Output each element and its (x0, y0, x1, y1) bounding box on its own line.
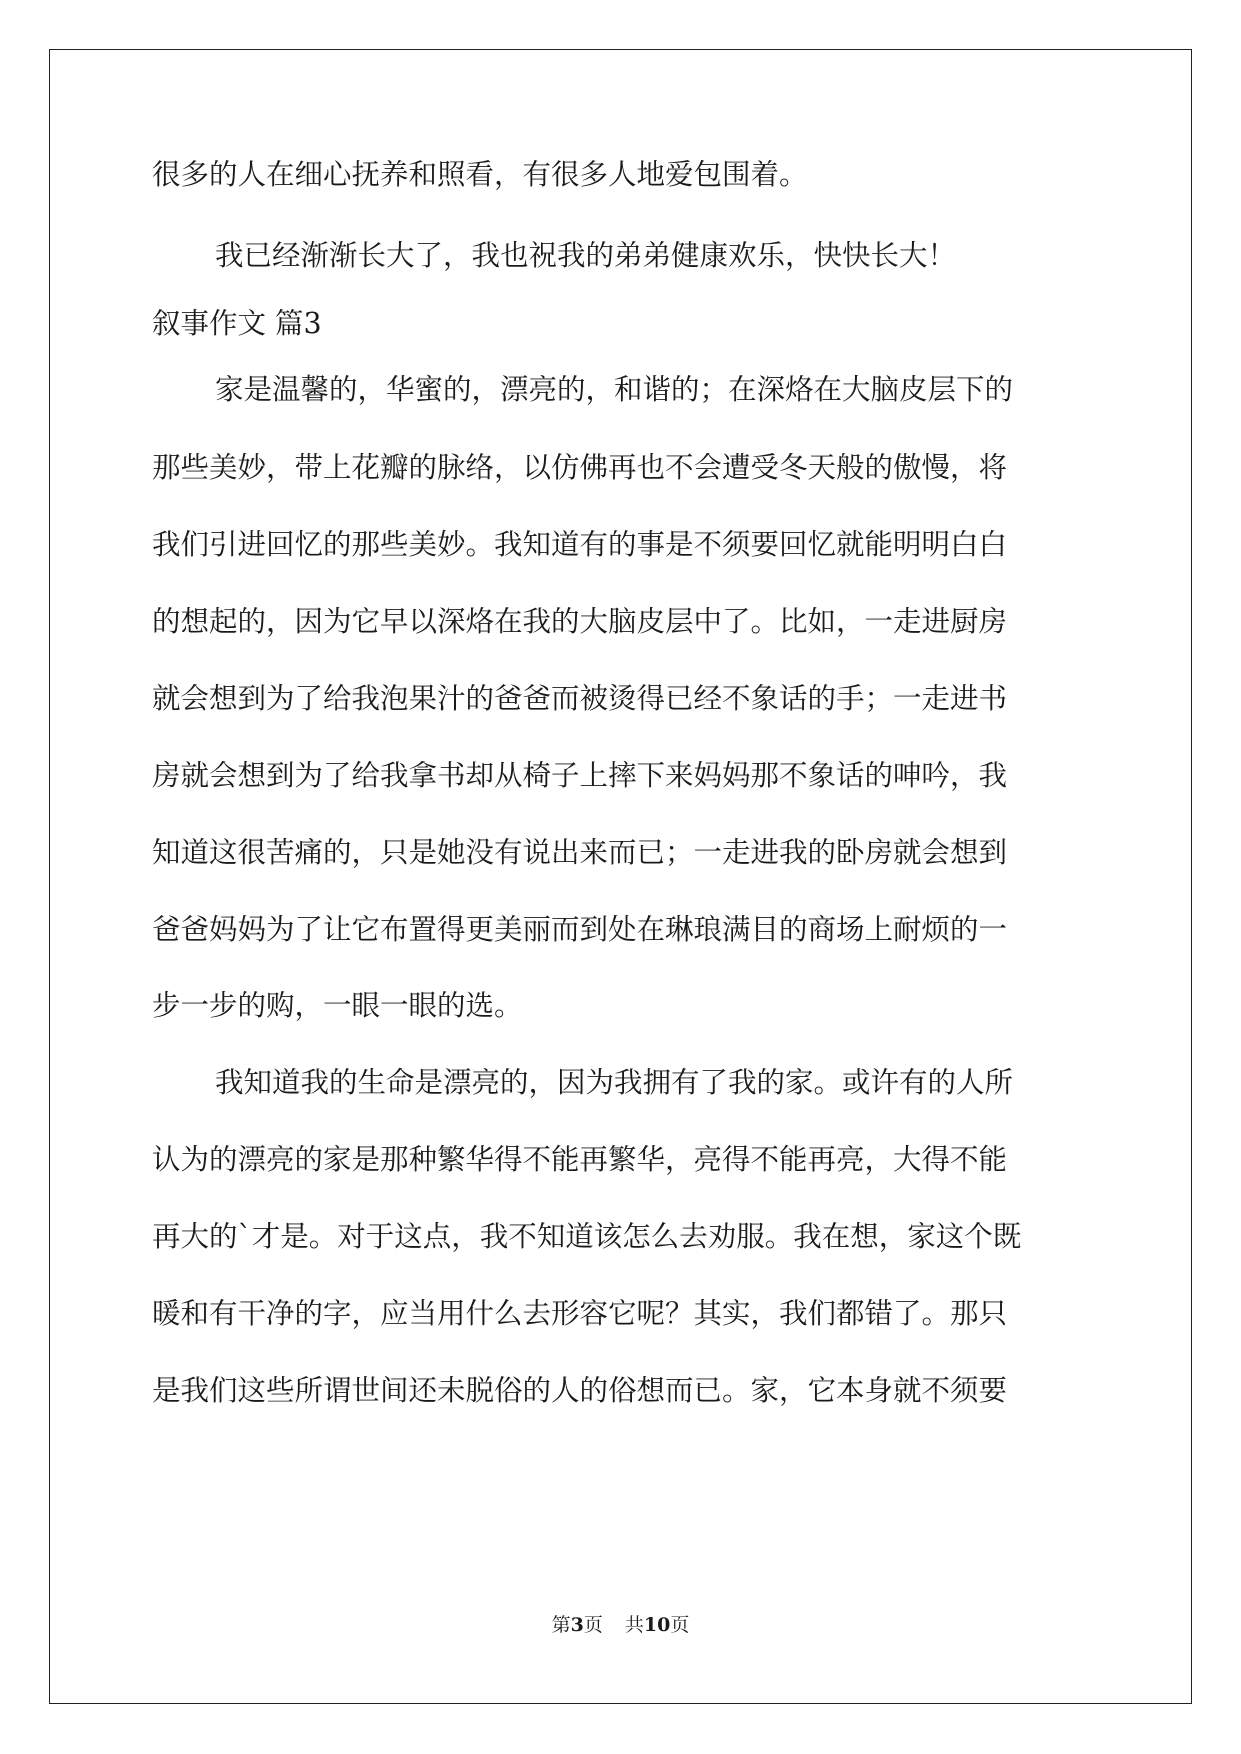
text-line: 步一步的购，一眼一眼的选。 (152, 989, 523, 1022)
page-footer (0, 1612, 1241, 1638)
text-line: 我知道我的生命是漂亮的，因为我拥有了我的家。或许有的人所 (215, 1066, 1014, 1099)
text-line: 暖和有干净的字，应当用什么去形容它呢？其实，我们都错了。那只 (152, 1297, 1008, 1330)
section-heading: 叙事作文 篇3 (152, 307, 322, 340)
page-prefix: 第 (551, 1614, 571, 1636)
text-line: 认为的漂亮的家是那种繁华得不能再繁华，亮得不能再亮，大得不能 (152, 1143, 1008, 1176)
text-line: 再大的`才是。对于这点，我不知道该怎么去劝服。我在想，家这个既 (152, 1220, 1022, 1253)
text-line: 家是温馨的，华蜜的，漂亮的，和谐的；在深烙在大脑皮层下的 (215, 373, 1014, 406)
text-line: 我们引进回忆的那些美妙。我知道有的事是不须要回忆就能明明白白 (152, 528, 1008, 561)
text-line: 爸爸妈妈为了让它布置得更美丽而到处在琳琅满目的商场上耐烦的一 (152, 913, 1008, 946)
text-line: 知道这很苦痛的，只是她没有说出来而已；一走进我的卧房就会想到 (152, 836, 1008, 869)
page-total-number: 10 (643, 1614, 671, 1636)
text-line: 很多的人在细心抚养和照看，有很多人地爱包围着。 (152, 158, 808, 191)
text-line: 房就会想到为了给我拿书却从椅子上摔下来妈妈那不象话的呻吟，我 (152, 759, 1008, 792)
text-line: 那些美妙，带上花瓣的脉络，以仿佛再也不会遭受冬天般的傲慢，将 (152, 451, 1008, 484)
page-suffix: 页 (583, 1614, 603, 1636)
page-border (49, 49, 1192, 1704)
text-line: 是我们这些所谓世间还未脱俗的人的俗想而已。家，它本身就不须要 (152, 1374, 1008, 1407)
page-current-number: 3 (570, 1614, 584, 1636)
text-line: 就会想到为了给我泡果汁的爸爸而被烫得已经不象话的手；一走进书 (152, 682, 1008, 715)
total-prefix: 共 (624, 1614, 644, 1636)
text-line: 的想起的，因为它早以深烙在我的大脑皮层中了。比如，一走进厨房 (152, 605, 1008, 638)
text-line: 我已经渐渐长大了，我也祝我的弟弟健康欢乐，快快长大！ (215, 239, 957, 272)
total-suffix: 页 (670, 1614, 690, 1636)
